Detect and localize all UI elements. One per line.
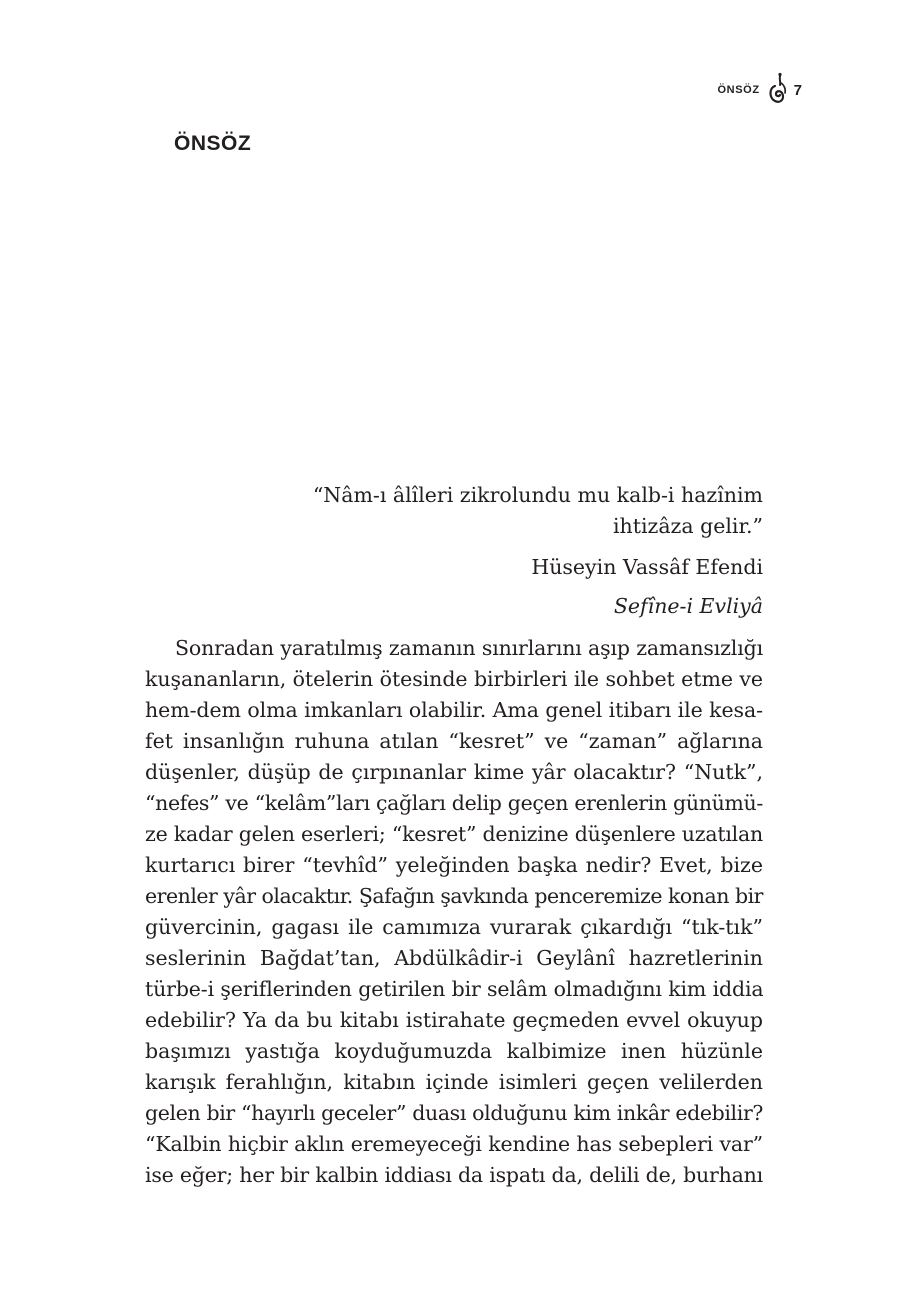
body-line: güvercinin, gagası ile camımıza vurarak çıkardığı “tık-tık”: [145, 915, 763, 939]
body-line: Sonradan yaratılmış zamanın sınırlarını aşıp zamansızlığı: [175, 636, 763, 660]
body-line: “nefes” ve “kelâm”ları çağları delip geçen erenlerin günümü-: [145, 791, 764, 815]
body-line: “Kalbin hiçbir aklın eremeyeceği kendine has sebepleri var”: [145, 1132, 763, 1156]
body-line: kuşananların, ötelerin ötesinde birbirleri ile sohbet etme ve: [145, 667, 763, 691]
running-title: ÖNSÖZ: [717, 84, 760, 96]
epigraph-line: “Nâm-ı âlîleri zikrolundu mu kalb-i hazînim: [312, 483, 763, 507]
body-line: fet insanlığın ruhuna atılan “kesret” ve “zaman” ağlarına: [145, 729, 763, 753]
epigraph-line: ihtizâza gelir.”: [612, 514, 763, 538]
body-line: ise eğer; her bir kalbin iddiası da ispatı da, delili de, burhanı: [145, 1163, 763, 1187]
epigraph: [203, 480, 763, 622]
running-header: [718, 72, 802, 108]
body-line: ze kadar gelen eserleri; “kesret” denizine düşenlere uzatılan: [145, 822, 763, 846]
body-line: gelen bir “hayırlı geceler” duası olduğunu kim inkâr edebilir?: [145, 1101, 763, 1125]
epigraph-source: Sefîne-i Evliyâ: [613, 594, 763, 618]
page-number: 7: [793, 81, 802, 99]
body-line: hem-dem olma imkanları olabilir. Ama genel itibarı ile kesa-: [145, 698, 763, 722]
floral-ornament-icon: [766, 72, 788, 108]
body-paragraph: [145, 633, 763, 1191]
body-line: seslerinin Bağdat’tan, Abdülkâdir-i Geylânî hazretlerinin: [145, 946, 763, 970]
body-line: kurtarıcı birer “tevhîd” yeleğinden başka nedir? Evet, bize: [145, 853, 763, 877]
epigraph-author: Hüseyin Vassâf Efendi: [531, 555, 763, 579]
body-line: düşenler, düşüp de çırpınanlar kime yâr olacaktır? “Nutk”,: [145, 760, 763, 784]
body-line: karışık ferahlığın, kitabın içinde isimleri geçen velilerden: [145, 1070, 763, 1094]
body-line: edebilir? Ya da bu kitabı istirahate geçmeden evvel okuyup: [145, 1008, 763, 1032]
body-line: erenler yâr olacaktır. Şafağın şavkında penceremize konan bir: [145, 884, 763, 908]
body-line: türbe-i şeriflerinden getirilen bir selâm olmadığını kim iddia: [145, 977, 764, 1001]
body-line: başımızı yastığa koyduğumuzda kalbimize inen hüzünle: [145, 1039, 763, 1063]
chapter-title: ÖNSÖZ: [174, 132, 252, 155]
